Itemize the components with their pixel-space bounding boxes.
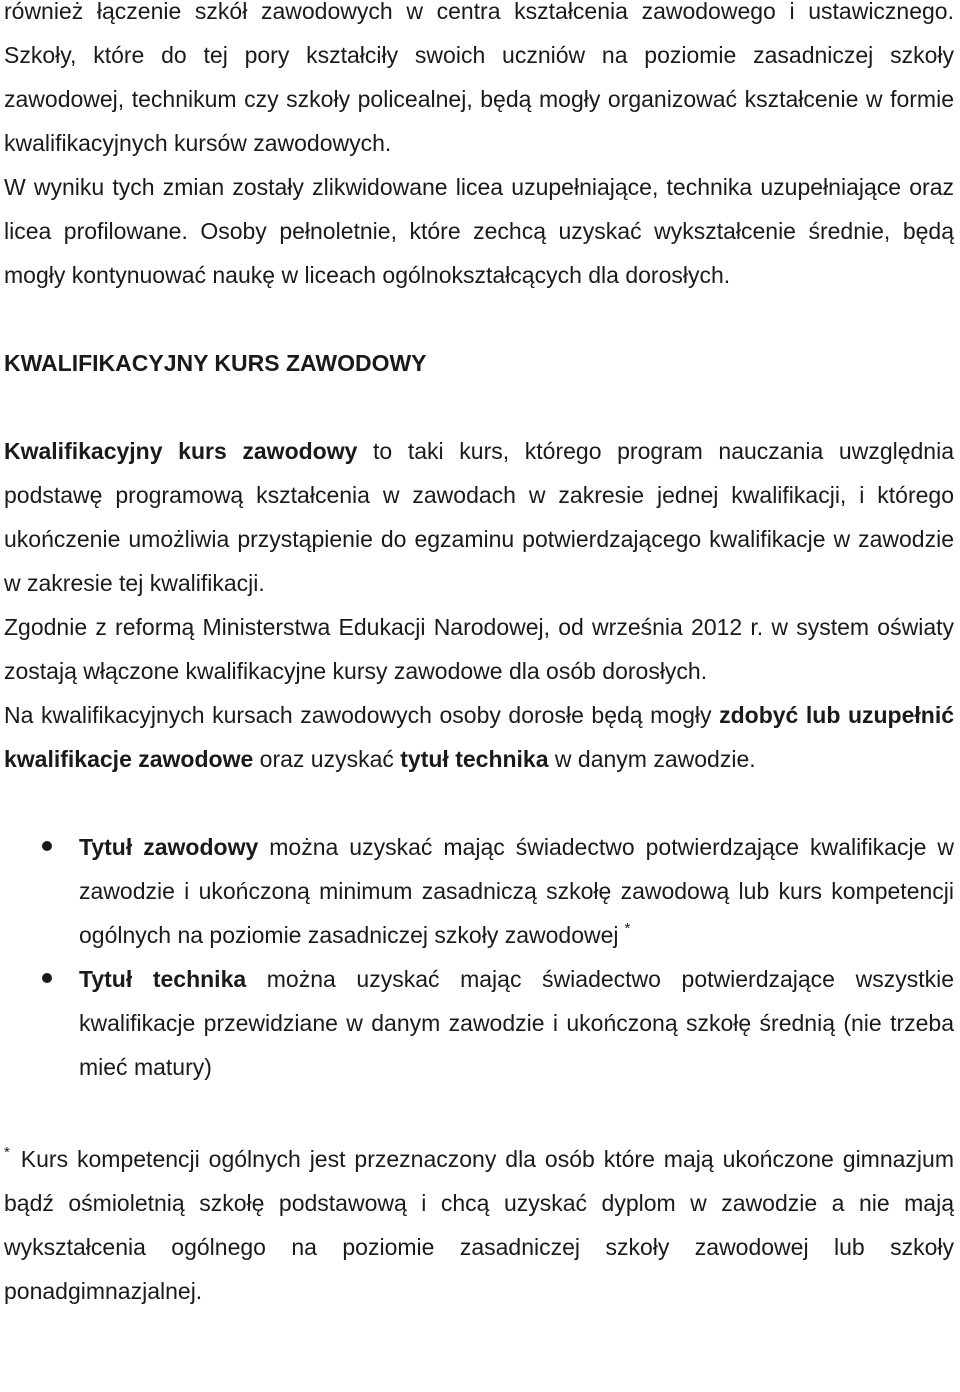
definition-paragraph	[4, 429, 954, 605]
document-page	[4, 0, 954, 1313]
courses-lead: Na kwalifikacyjnych kursach zawodowych osoby dorosłe będą mogły	[4, 702, 720, 728]
footnote-reference: *	[624, 920, 631, 937]
courses-mid: oraz uzyskać	[253, 746, 401, 772]
intro-paragraph-2: W wyniku tych zmian zostały zlikwidowane licea uzupełniające, technika uzupełniające oraz licea profilowane. Osoby pełnoletnie, które zechcą uzyskać wykształcenie średnie, będą mogły kontynuować naukę w liceach ogólnokształcących dla dorosłych.	[4, 174, 954, 288]
footnote	[4, 1137, 954, 1313]
spacer	[4, 297, 954, 341]
bullet-icon	[42, 973, 52, 983]
intro-paragraph-1: również łączenie szkół zawodowych w centra kształcenia zawodowego i ustawicznego. Szkoły, które do tej pory kształciły swoich uczniów na poziomie zasadniczej szkoły zawodowej, technikum czy szkoły policealnej, będą mogły organizować kształcenie w formie kwalifikacyjnych kursów zawodowych.	[4, 0, 954, 156]
list-item-text: można uzyskać mając świadectwo potwierdzające kwalifikacje w zawodzie i ukończoną minimum zasadniczą szkołę zawodową lub kurs kompetencji ogólnych na poziomie zasadniczej szkoły zawodowej	[79, 834, 954, 948]
list-item-term: Tytuł zawodowy	[79, 834, 259, 860]
reform-paragraph: Zgodnie z reformą Ministerstwa Edukacji Narodowej, od września 2012 r. w system oświaty zostają włączone kwalifikacyjne kursy zawodowe dla osób dorosłych.	[4, 614, 954, 684]
title-requirements-list	[4, 825, 954, 1089]
courses-bold-qualifications: zdobyć lub uzupełnić kwalifikacje zawodowe	[4, 702, 955, 772]
definition-text: to taki kurs, którego program nauczania uwzględnia podstawę programową kształcenia w zawodach w zakresie jednej kwalifikacji, i którego ukończenie umożliwia przystąpienie do egzaminu potwierdzającego kwalifikacje w zawodzie w zakresie tej kwalifikacji.	[4, 438, 954, 596]
definition-term: Kwalifikacyjny kurs zawodowy	[4, 438, 358, 464]
list-item-term: Tytuł technika	[79, 966, 247, 992]
courses-paragraph	[4, 693, 954, 781]
list-item	[4, 957, 954, 1089]
list-item-text: można uzyskać mając świadectwo potwierdzające wszystkie kwalifikacje przewidziane w danym zawodzie i ukończoną szkołę średnią (nie trzeba mieć matury)	[79, 966, 954, 1080]
bullet-icon	[42, 841, 52, 851]
spacer	[4, 1089, 954, 1137]
courses-tail: w danym zawodzie.	[548, 746, 756, 772]
section-heading: KWALIFIKACYJNY KURS ZAWODOWY	[4, 350, 427, 376]
footnote-marker: *	[4, 1144, 10, 1161]
courses-bold-technician: tytuł technika	[400, 746, 549, 772]
spacer	[4, 385, 954, 429]
footnote-text: Kurs kompetencji ogólnych jest przeznaczony dla osób które mają ukończone gimnazjum bądź ośmioletnią szkołę podstawową i chcą uzyskać dyplom w zawodzie a nie mają wykształcenia ogólnego na poziomie zasadniczej szkoły zawodowej lub szkoły ponadgimnazjalnej.	[4, 1146, 954, 1304]
spacer	[4, 781, 954, 825]
list-item	[4, 825, 954, 957]
